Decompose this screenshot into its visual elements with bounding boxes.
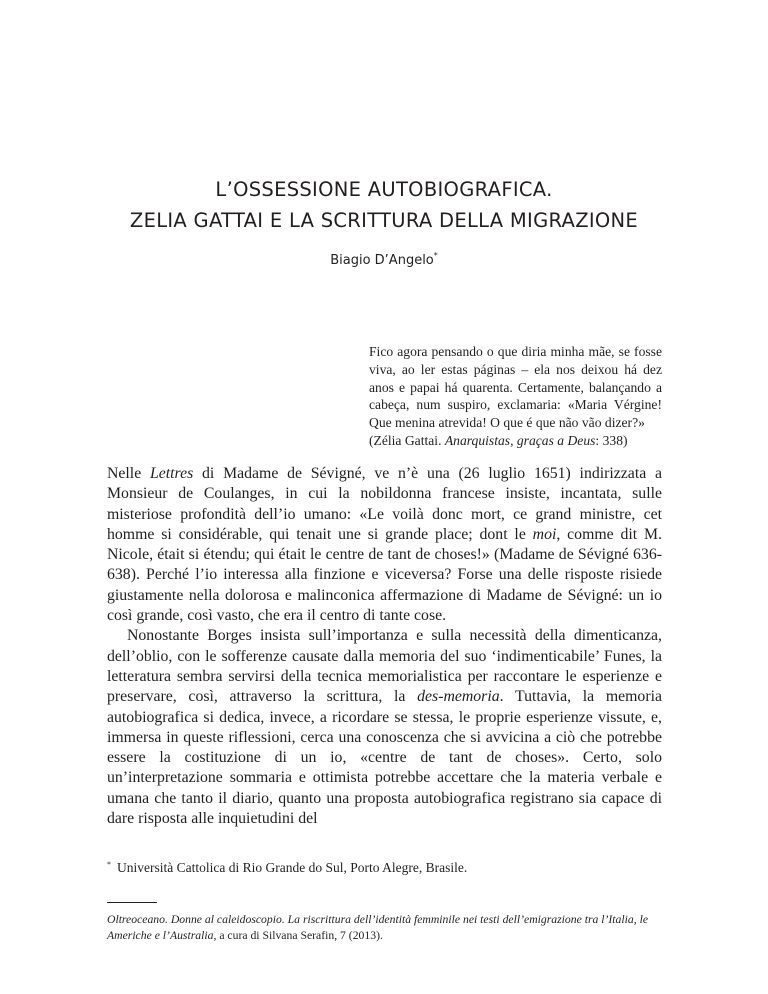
- author-footnote-marker[interactable]: *: [433, 251, 438, 260]
- author-name: Biagio D’Angelo: [330, 253, 434, 268]
- epigraph-citation: [369, 432, 662, 450]
- paragraph-2-text-a: Nonostante Borges insista sull’importanza e sulla necessità della dimenticanza, dell’oblio, con le sofferenze causate dalla memoria del suo ‘indimenticabile’ Funes, la letteratura sembra servirsi della tecnica memorialistica per raccontare le esperienze e preservare, così, attraverso la scrittura, la: [107, 627, 662, 706]
- title-line-1: L’OSSESSIONE AUTOBIOGRAFICA.: [215, 178, 553, 201]
- bibliographic-note: [107, 912, 662, 944]
- paragraph-2-text-c: . Tuttavia, la memoria autobiografica si dedica, invece, a ricordare se stessa, le proprie esperienze vissute, e, immersa in queste riflessioni, cerca una conoscenza che si avvicina a ciò che potrebbe essere la costituzione di un io, «centre de tant de choses». Certo, solo un’interpretazione sommaria e ottimista potrebbe accettare che la materia verbale e umana che tanto il diario, quanto una proposta autobiografica registrano sia capace di dare risposta alle inquietudini del: [107, 688, 662, 828]
- epigraph-citation-open: (Zélia Gattai.: [369, 432, 445, 448]
- paragraph-1-text-e: , comme dit M. Nicole, était si étendu; qui était le centre de tant de choses!» (Madame de Sévigné 636-638). Perché l’io interessa alla finzione e viceversa? Forse una delle risposte risiede giustamente nella dolorosa e malinconica affermazione di Madame de Sévigné: un io così grande, così vasto, che era il centro di tante cose.: [107, 525, 662, 625]
- footnote: [107, 856, 662, 876]
- paragraph-1-text-c: di Madame de Sévigné, ve n’è una (26 luglio 1651) indirizzata a Monsieur de Coulanges, in cui la nobildonna francese insiste, incantata, sulle misteriose profondità dell’io umano: «Le voilà donc mort, ce grand ministre, cet homme si considérable, qui tenait une si grande place; dont le: [107, 465, 662, 543]
- bibliographic-work: Oltreoceano. Donne al caleidoscopio. La riscrittura dell’identità femminile nei testi dell’emigrazione tra l’Italia, le Americhe e l’Australia: [107, 913, 649, 942]
- paragraph-1-text-a: Nelle: [107, 465, 150, 482]
- footnote-text: Università Cattolica di Rio Grande do Sul, Porto Alegre, Brasile.: [117, 860, 468, 875]
- epigraph-text: Fico agora pensando o que diria minha mãe, se fosse viva, ao ler estas páginas – ela nos deixou há dez anos e papai há quarenta. Certamente, balançando a cabeça, num suspiro, exclamaria: «Maria Vérgine! Que menina atrevida! O que é que não vão dizer?»: [369, 344, 662, 431]
- epigraph: [369, 343, 662, 450]
- author-line: [0, 247, 768, 270]
- epigraph-citation-close: : 338): [595, 432, 628, 448]
- body-text: [107, 464, 662, 829]
- paragraph-1-italic-moi: moi: [532, 525, 557, 543]
- paragraph-2: [107, 626, 662, 829]
- article-title: [0, 174, 768, 236]
- paragraph-2-italic-des-memoria: des-memoria: [417, 688, 500, 706]
- bibliographic-rest: , a cura di Silvana Serafin, 7 (2013).: [213, 929, 383, 942]
- footer-rule: [107, 902, 157, 903]
- footnote-marker: *: [107, 860, 111, 869]
- paragraph-1-italic-lettres: Lettres: [149, 465, 194, 482]
- epigraph-citation-work: Anarquistas, graças a Deus: [444, 432, 596, 448]
- title-line-2: ZELIA GATTAI E LA SCRITTURA DELLA MIGRAZIONE: [129, 209, 639, 232]
- paragraph-1: [107, 464, 662, 626]
